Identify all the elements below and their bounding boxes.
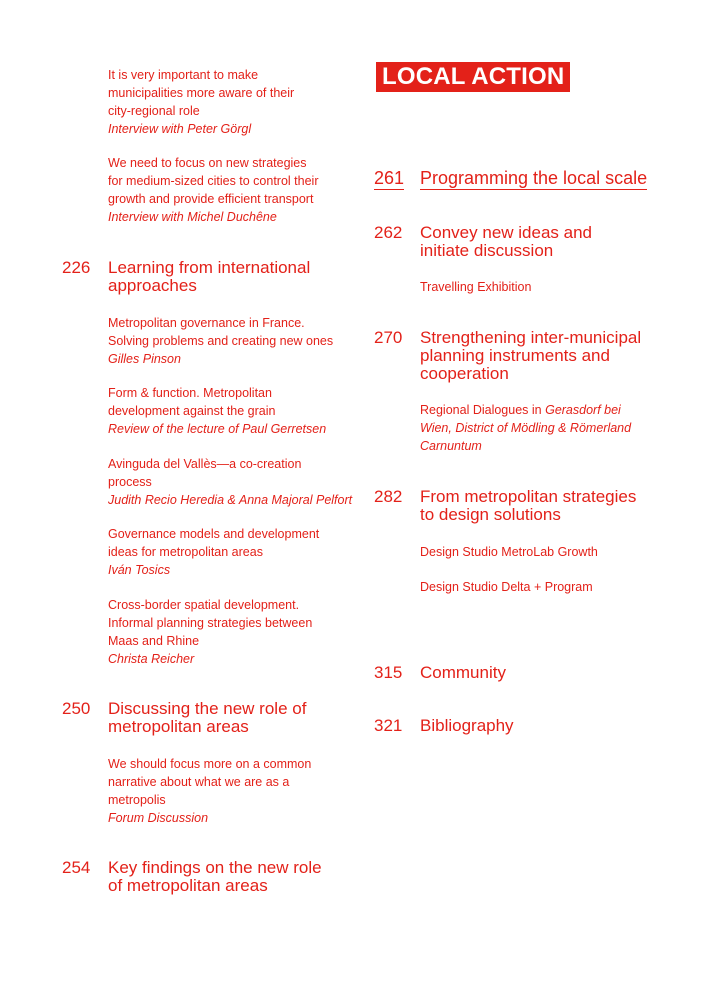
section-title: Discussing the new role of metropolitan areas (108, 699, 307, 736)
section-title: Convey new ideas and initiate discussion (420, 223, 593, 260)
toc-item[interactable]: Travelling Exhibition (420, 280, 532, 294)
toc-item[interactable]: We should focus more on a common narrative about what we are as a metropolis Forum Discussion (108, 757, 312, 825)
page-number: 254 (62, 858, 91, 877)
page-number: 270 (374, 328, 403, 347)
toc-item[interactable]: Avinguda del Vallès—a co-creation process Judith Recio Heredia & Anna Majoral Pelfort (108, 457, 353, 507)
toc-item[interactable]: Design Studio MetroLab Growth (420, 545, 598, 559)
toc-item[interactable]: Regional Dialogues in Gerasdorf bei Wien, District of Mödling & Römerland Carnuntum (420, 403, 632, 453)
page-number: 250 (62, 699, 91, 718)
section-title: Community (420, 663, 506, 682)
toc-item[interactable]: Form & function. Metropolitan development against the grain Review of the lecture of Paul Gerretsen (108, 386, 327, 436)
page-number: 282 (374, 487, 403, 506)
chapter-banner: LOCAL ACTION (376, 62, 570, 92)
page-number: 315 (374, 663, 403, 682)
page-number: 226 (62, 258, 91, 277)
toc-item[interactable]: Metropolitan governance in France. Solving problems and creating new ones Gilles Pinson (108, 316, 334, 366)
section-title: Bibliography (420, 716, 514, 735)
toc-item[interactable]: It is very important to make municipalities more aware of their city-regional role Interview with Peter Görgl (108, 68, 295, 136)
toc-item[interactable]: Cross-border spatial development. Informal planning strategies between Maas and Rhine Christa Reicher (108, 598, 313, 666)
section-title: Key findings on the new role of metropolitan areas (108, 858, 322, 895)
page-number: 261 (374, 168, 405, 188)
toc-item[interactable]: Governance models and development ideas for metropolitan areas Iván Tosics (108, 527, 320, 577)
section-title: Programming the local scale (420, 168, 648, 188)
toc-item[interactable]: Design Studio Delta + Program (420, 580, 593, 594)
toc-item[interactable]: We need to focus on new strategies for medium-sized cities to control their growth and provide efficient transport Interview with Michel Duchêne (108, 156, 319, 224)
section-title: Learning from international approaches (108, 258, 311, 295)
page-number: 321 (374, 716, 403, 735)
page-number: 262 (374, 223, 403, 242)
section-title: Strengthening inter-municipal planning instruments and cooperation (420, 328, 642, 383)
section-title: From metropolitan strategies to design solutions (420, 487, 637, 524)
